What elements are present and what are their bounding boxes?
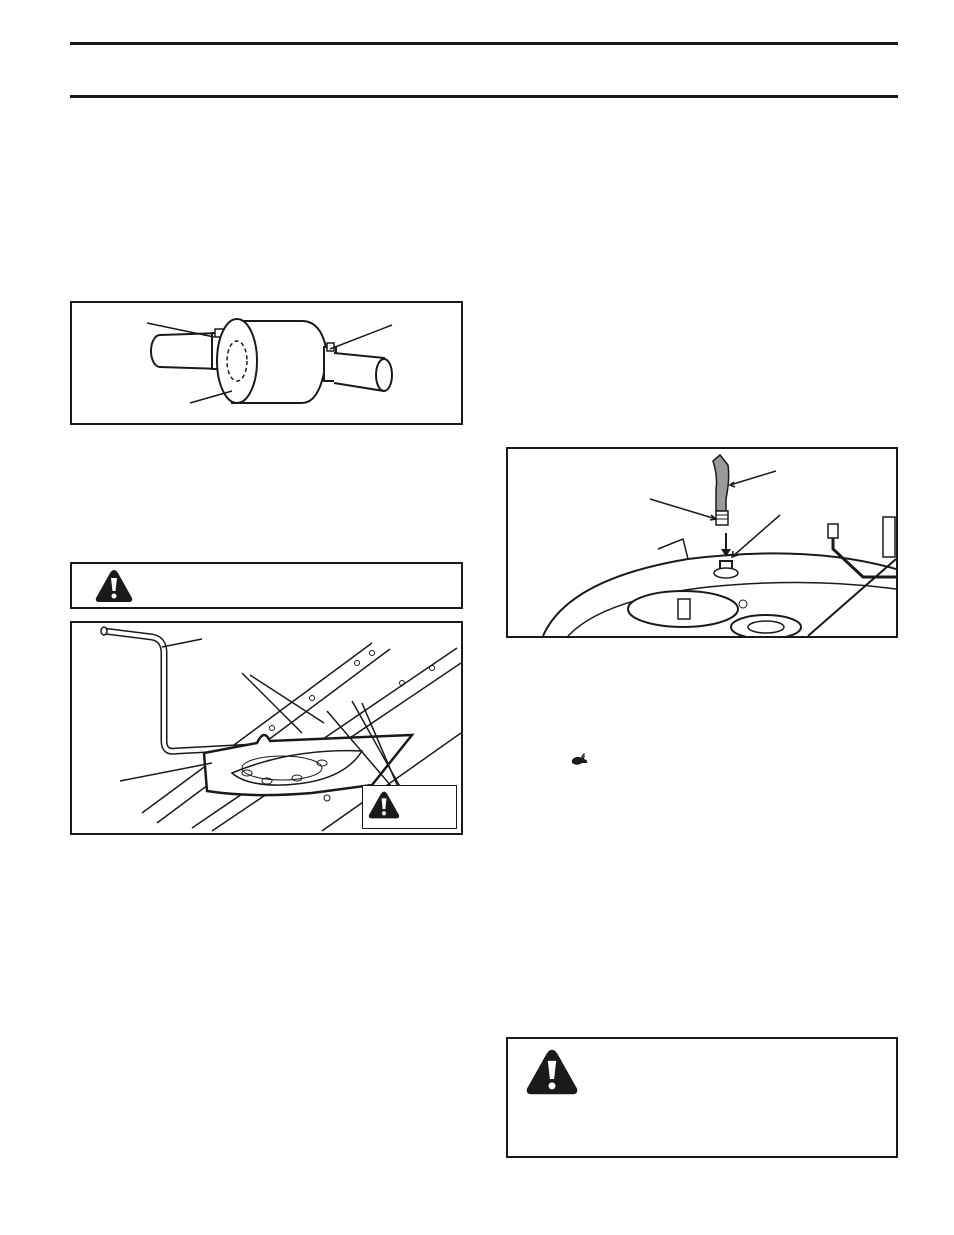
deck-hose-figure <box>506 447 898 638</box>
bottom-warning-box <box>506 1037 898 1158</box>
warning-triangle-icon <box>524 1047 580 1097</box>
muffler-illustration <box>72 303 461 423</box>
wash-hose-illustration <box>508 449 896 636</box>
warning-banner <box>70 562 463 609</box>
rabbit-fast-icon <box>570 752 590 768</box>
muffler-figure <box>70 301 463 425</box>
warning-triangle-icon <box>367 790 401 820</box>
chassis-warning-inset <box>362 785 457 829</box>
warning-triangle-icon <box>94 568 134 604</box>
header-top-rule <box>70 42 898 45</box>
chassis-figure <box>70 621 463 835</box>
header-bottom-rule <box>70 95 898 98</box>
